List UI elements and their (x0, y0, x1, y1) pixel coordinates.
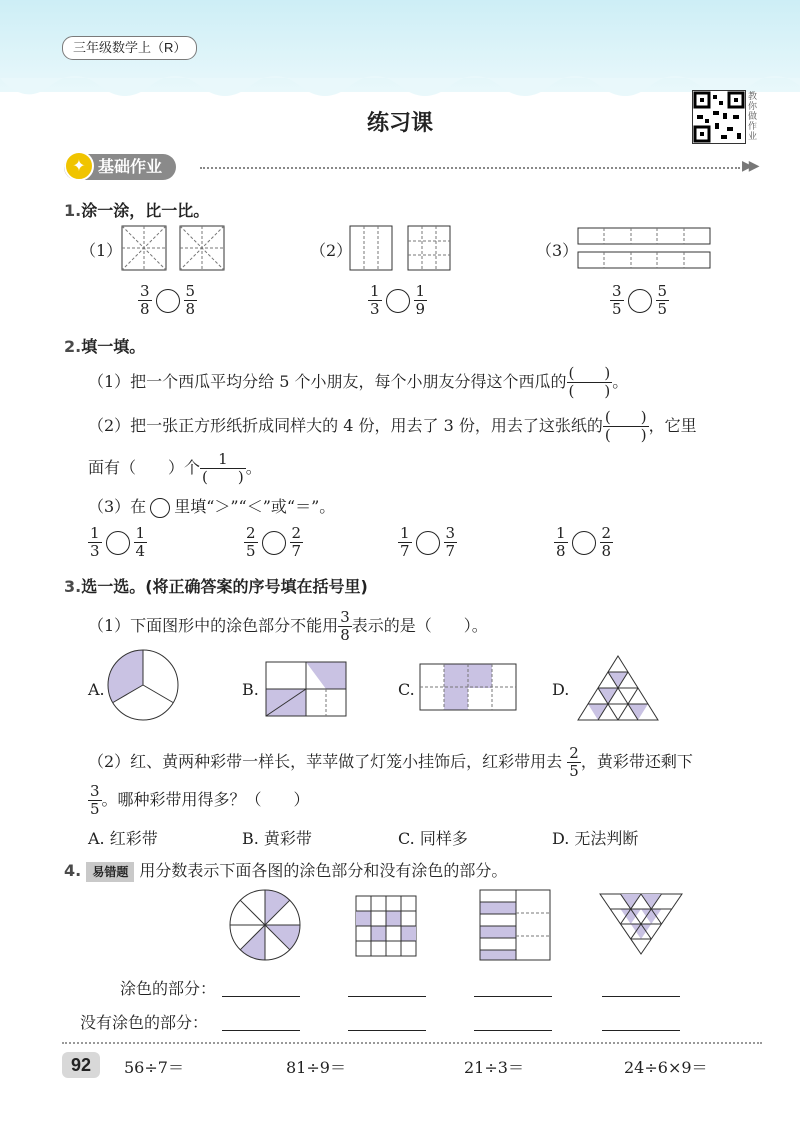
q2-compare-2: $\frac{2}{5}$ $\frac{2}{7}$ (246, 524, 302, 560)
q3-figure-d (578, 656, 658, 722)
answer-blank[interactable] (474, 982, 552, 997)
q1-label-1: （1） (80, 241, 123, 260)
q3-opt-d[interactable]: D. (552, 680, 570, 699)
footer-expr-4: 24÷6×9＝ (624, 1058, 708, 1077)
q3-figure-a (108, 650, 180, 722)
q1-compare-1: $\frac{3}{8}$ $\frac{5}{8}$ (140, 282, 196, 318)
answer-blank[interactable] (602, 1016, 680, 1031)
q3-heading: 3.选一选。(将正确答案的序号填在括号里) (64, 577, 368, 596)
q2-part-3: （3）在 里填“＞”“＜”或“＝”。 (88, 497, 336, 516)
q3-opt2-a[interactable]: A. 红彩带 (88, 829, 158, 848)
answer-blank[interactable] (602, 982, 680, 997)
dotted-divider (200, 167, 740, 169)
q1-figure-3 (578, 228, 712, 272)
q2-part-1: （1）把一个西瓜平均分给 5 个小朋友，每个小朋友分得这个西瓜的 $\frac{( )}{( )}$ 。 (88, 364, 629, 400)
q3-figure-c (420, 664, 516, 712)
q3-part-1: （1）下面图形中的涂色部分不能用 $\frac{3}{8}$ 表示的是（ ）。 (88, 608, 488, 644)
answer-blank[interactable] (222, 1016, 300, 1031)
qr-code-icon[interactable] (692, 90, 746, 144)
answer-circle[interactable] (572, 531, 596, 555)
answer-fraction[interactable]: $\frac{1}{( )}$ (202, 450, 244, 486)
answer-blank[interactable] (348, 982, 426, 997)
double-arrow-icon: ▶▶ (742, 158, 756, 174)
answer-blank[interactable] (222, 982, 300, 997)
qr-side-text: 教你做作业 (748, 92, 758, 142)
q3-figure-b (266, 662, 348, 718)
q1-label-2: （2） (310, 241, 353, 260)
q3-part-2: （2）红、黄两种彩带一样长，苹苹做了灯笼小挂饰后，红彩带用去 $\frac{2}{5}$ ，黄彩带还剩下 (88, 744, 693, 780)
q4-figure-3 (480, 890, 552, 962)
q3-opt-b[interactable]: B. (242, 680, 259, 699)
q4-heading: 4. 易错题 用分数表示下面各图的涂色部分和没有涂色的部分。 (64, 861, 508, 880)
answer-circle[interactable] (628, 289, 652, 313)
q1-compare-2: $\frac{1}{3}$ $\frac{1}{9}$ (370, 282, 426, 318)
footer-expr-1: 56÷7＝ (124, 1058, 184, 1077)
q2-part-2-cont: 面有（ ）个 $\frac{1}{( )}$ 。 (88, 450, 262, 486)
q4-shaded-label: 涂色的部分： (120, 979, 217, 998)
q1-heading (64, 198, 209, 221)
answer-circle[interactable] (386, 289, 410, 313)
answer-circle[interactable] (106, 531, 130, 555)
q2-compare-3: $\frac{1}{7}$ $\frac{3}{7}$ (400, 524, 456, 560)
q2-part-2: （2）把一张正方形纸折成同样大的 4 份，用去了 3 份，用去了这张纸的 $\frac{( )}{( )}$ ，它里 (88, 408, 697, 444)
answer-blank[interactable] (474, 1016, 552, 1031)
lightbulb-icon: ✦ (64, 151, 94, 181)
q3-opt2-c[interactable]: C. 同样多 (398, 829, 468, 848)
answer-blank[interactable] (348, 1016, 426, 1031)
q1-figure-2 (350, 226, 460, 272)
answer-circle[interactable] (156, 289, 180, 313)
q2-compare-4: $\frac{1}{8}$ $\frac{2}{8}$ (556, 524, 612, 560)
answer-fraction[interactable]: $\frac{( )}{( )}$ (568, 364, 611, 400)
page-title: 练习课 (366, 111, 433, 136)
tricky-tag: 易错题 (86, 862, 134, 882)
q2-compare-1: $\frac{1}{3}$ $\frac{1}{4}$ (90, 524, 146, 560)
footer-divider (62, 1042, 762, 1044)
q3-opt2-d[interactable]: D. 无法判断 (552, 829, 639, 848)
q3-opt2-b[interactable]: B. 黄彩带 (242, 829, 312, 848)
q3-opt-a[interactable]: A. (88, 680, 105, 699)
q1-compare-3: $\frac{3}{5}$ $\frac{5}{5}$ (612, 282, 668, 318)
footer-expr-3: 21÷3＝ (464, 1058, 524, 1077)
q1-figure-1 (122, 226, 282, 272)
answer-circle[interactable] (416, 531, 440, 555)
q3-opt-c[interactable]: C. (398, 680, 415, 699)
answer-fraction[interactable]: $\frac{( )}{( )}$ (604, 408, 647, 444)
footer-expr-2: 81÷9＝ (286, 1058, 346, 1077)
q3-part-2-cont: $\frac{3}{5}$ 。哪种彩带用得多？（ ） (90, 782, 310, 818)
book-tag: 三年级数学上（R） (62, 36, 197, 60)
q1-label-3: （3） (536, 241, 579, 260)
q4-figure-4 (600, 894, 684, 956)
q1-number: 1. (64, 201, 82, 220)
q4-unshaded-label: 没有涂色的部分： (80, 1013, 209, 1032)
q1-text: 涂一涂，比一比。 (81, 201, 210, 220)
answer-circle[interactable] (262, 531, 286, 555)
section-header: 基础作业 (64, 154, 176, 180)
page-number: 92 (62, 1052, 100, 1078)
q4-figure-1 (230, 890, 302, 962)
q4-figure-2 (356, 896, 418, 958)
q2-heading: 2.填一填。 (64, 337, 146, 356)
